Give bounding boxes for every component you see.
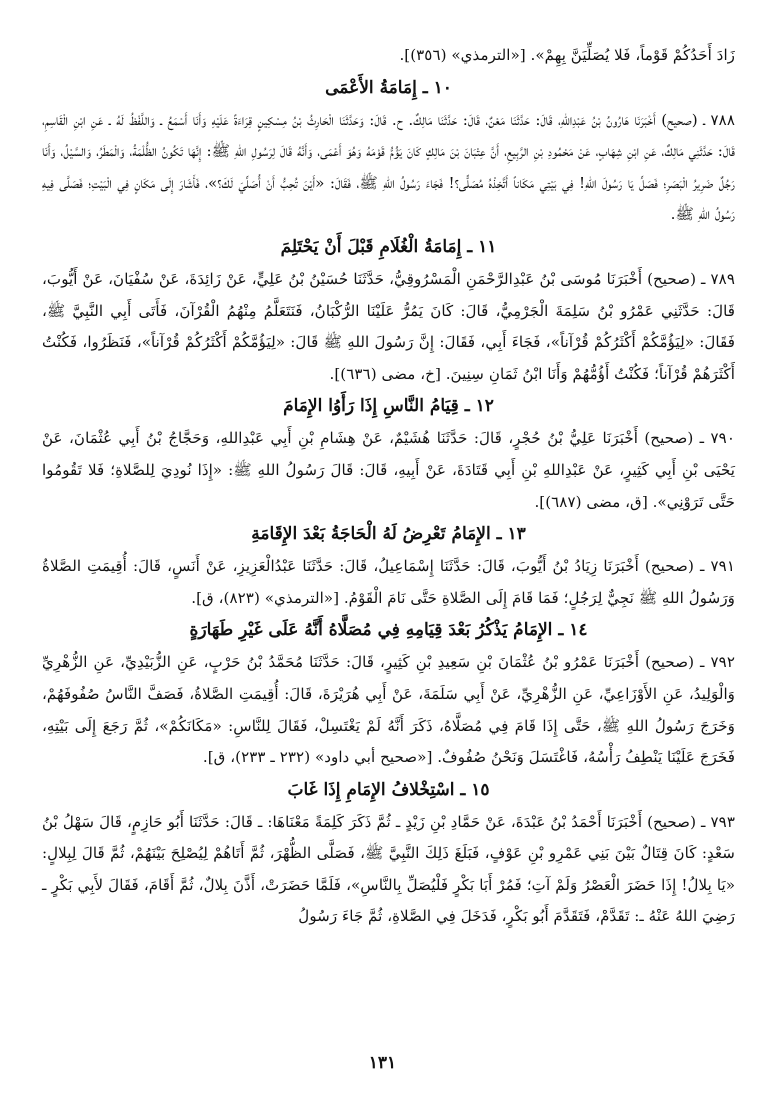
hadith-792: ٧٩٢ ـ (صحيح) أَخْبَرَنَا عَمْرُو بْنُ عُثْمَانَ بْنِ سَعِيدِ بْنِ كَثِيرٍ، قَالَ: حَدَّثَنَا مُحَمَّدُ بْنُ حَرْبٍ، عَنِ الزُّبَيْدِيِّ، عَنِ الزُّهْرِيِّ وَالْوَلِيدُ، عَنِ الأَوْزَاعِيِّ، عَنِ الزُّهْرِيِّ، عَنْ أَبِي سَلَمَةَ، عَنْ أَبِي هُرَيْرَةَ، قَالَ: أُقِيمَتِ الصَّلاةُ، فَصَفَّ النَّاسُ صُفُوفَهُمْ، وَخَرَجَ رَسُولُ اللهِ ﷺ، حَتَّى إِذَا قَامَ فِي مُصَلَّاهُ، ذَكَرَ أَنَّهُ لَمْ يَغْتَسِلْ، فَقَالَ لِلنَّاسِ: «مَكَانَكُمْ»، ثُمَّ رَجَعَ إِلَى بَيْتِهِ، فَخَرَجَ عَلَيْنَا يَنْطِفُ رَأْسُهُ، فَاغْتَسَلَ وَنَحْنُ صُفُوفٌ. [«صحيح أبي داود» (٢٣٢ ـ ٢٣٣)، ق]. <box>42 653 735 767</box>
section-heading-14: ١٤ ـ الإِمَامُ يَذْكُرُ بَعْدَ قِيَامِهِ فِي مُصَلَّاهُ أَنَّهُ عَلَى غَيْرِ طَهَارَةٍ <box>189 620 588 641</box>
section-heading-11: ١١ ـ إِمَامَةُ الْغُلَامِ قَبْلَ أَنْ يَحْتَلِمَ <box>280 236 497 257</box>
hadith-789: ٧٨٩ ـ (صحيح) أَخْبَرَنَا مُوسَى بْنُ عَبْدِالرَّحْمَنِ الْمَسْرُوقِيُّ، حَدَّثَنَا حُسَيْنُ بْنُ عَلِيٍّ، عَنْ زَائِدَةَ، عَنْ سُفْيَانَ، عَنْ أَيُّوبَ، قَالَ: حَدَّثَنِي عَمْرُو بْنُ سَلِمَةَ الْجَرْمِيُّ، قَالَ: كَانَ يَمُرُّ عَلَيْنَا الرُّكْبَانُ، فَنَتَعَلَّمُ مِنْهُمُ الْقُرْآنَ، فَأَتَى أَبِي النَّبِيَّ ﷺ، فَقَالَ: «لِيَؤُمَّكُمْ أَكْثَرُكُمْ قُرْآناً»، فَجَاءَ أَبِي، فَقَالَ: إِنَّ رَسُولَ اللهِ ﷺ قَالَ: «لِيَؤُمَّكُمْ أَكْثَرُكُمْ قُرْآناً»، فَنَظَرُوا، فَكُنْتُ أَكْثَرَهُمْ قُرْآناً؛ فَكُنْتُ أَؤُمُّهُمْ وَأَنَا ابْنُ ثَمَانِ سِنِينَ. [خ، مضى (٦٣٦)]. <box>42 269 735 383</box>
section-heading-15: ١٥ ـ اسْتِخْلافُ الإِمَامِ إِذَا غَابَ <box>287 779 490 800</box>
intro-line: زَادَ أَحَدُكُمْ قَوْماً، فَلا يُصَلِّيَنَّ بِهِمْ». [«الترمذي» (٣٥٦)]. <box>399 46 735 64</box>
document-page <box>42 40 735 1079</box>
section-heading-10: ١٠ ـ إِمَامَةُ الأَعْمَى <box>325 77 452 98</box>
section-heading-12: ١٢ ـ قِيَامُ النَّاسِ إِذَا رَأَوُا الإِمَامَ <box>283 396 494 417</box>
page-number: ١٣١ <box>368 1053 397 1073</box>
hadith-791: ٧٩١ ـ (صحيح) أَخْبَرَنَا زِيَادُ بْنُ أَيُّوبَ، قَالَ: حَدَّثَنَا إِسْمَاعِيلُ، قَالَ: حَدَّثَنَا عَبْدُالْعَزِيزِ، عَنْ أَنَسٍ، قَالَ: أُقِيمَتِ الصَّلاةُ وَرَسُولُ اللهِ ﷺ نَجِيٌّ لِرَجُلٍ؛ فَمَا قَامَ إِلَى الصَّلاةِ حَتَّى نَامَ الْقَوْمُ. [«الترمذي» (٨٢٣)، ق]. <box>42 557 735 607</box>
hadith-788: ٧٨٨ ـ (صحيح) أَخْبَرَنَا هَارُونُ بْنُ عَبْدِاللهِ، قَالَ: حَدَّثَنَا مَعْنٌ، قَالَ: حَدَّثَنَا مَالِكٌ. ح. قَالَ: وَحَدَّثَنَا الْحَارِثُ بْنُ مِسْكِينٍ قِرَاءَةً عَلَيْهِ وَأَنَا أَسْمَعُ ـ وَاللَّفْظُ لَهُ ـ عَنِ ابْنِ الْقَاسِمِ، قَالَ: حَدَّثَنِي مَالِكٌ، عَنِ ابْنِ شِهَابٍ، عَنْ مَحْمُودِ بْنِ الرَّبِيعِ، أَنَّ عِتْبَانَ بْنَ مَالِكٍ كَانَ يَؤُمُّ قَوْمَهُ وَهُوَ أَعْمَى، وَأَنَّهُ قَالَ لِرَسُولِ اللهِ ﷺ: إِنَّهَا تَكُونُ الظُّلْمَةُ، وَالْمَطَرُ، وَالسَّيْلُ، وَأَنَا رَجُلٌ ضَرِيرُ الْبَصَرِ؛ فَصَلِّ يَا رَسُولَ اللهِ! فِي بَيْتِي مَكَاناً أَتَّخِذْهُ مُصَلًّى؟! فَجَاءَ رَسُولُ اللهِ ﷺ، فَقَالَ: «أَيْنَ تُحِبُّ أَنْ أُصَلِّيَ لَكَ؟»، فَأَشَارَ إِلَى مَكَانٍ فِي الْبَيْتِ؛ فَصَلَّى فِيهِ رَسُولُ اللهِ ﷺ. <box>42 110 735 224</box>
hadith-790: ٧٩٠ ـ (صحيح) أَخْبَرَنَا عَلِيُّ بْنُ حُجْرٍ، قَالَ: حَدَّثَنَا هُشَيْمٌ، عَنْ هِشَامِ بْنِ أَبِي عَبْدِاللهِ، وَحَجَّاجُ بْنُ أَبِي عُثْمَانَ، عَنْ يَحْيَى بْنِ أَبِي كَثِيرٍ، عَنْ عَبْدِاللهِ بْنِ أَبِي قَتَادَةَ، عَنْ أَبِيهِ، قَالَ: قَالَ رَسُولُ اللهِ ﷺ: «إِذَا نُودِيَ لِلصَّلاةِ؛ فَلا تَقُومُوا حَتَّى تَرَوْنِي». [ق، مضى (٦٨٧)]. <box>42 429 735 511</box>
section-heading-13: ١٣ ـ الإِمَامُ تَعْرِضُ لَهُ الْحَاجَةُ بَعْدَ الإِقَامَةِ <box>251 524 526 545</box>
hadith-793: ٧٩٣ ـ (صحيح) أَخْبَرَنَا أَحْمَدُ بْنُ عَبْدَةَ، عَنْ حَمَّادِ بْنِ زَيْدٍ ـ ثُمَّ ذَكَرَ كَلِمَةً مَعْنَاهَا: ـ قَالَ: حَدَّثَنَا أَبُو حَازِمٍ، قَالَ سَهْلُ بْنُ سَعْدٍ: كَانَ قِتَالٌ بَيْنَ بَنِي عَمْرِو بْنِ عَوْفٍ، فَبَلَغَ ذَلِكَ النَّبِيَّ ﷺ، فَصَلَّى الظُّهْرَ، ثُمَّ أَتَاهُمْ لِيُصْلِحَ بَيْنَهُمْ، ثُمَّ قَالَ لِبِلالٍ: «يَا بِلالُ! إِذَا حَضَرَ الْعَصْرُ وَلَمْ آتِ؛ فَمُرْ أَبَا بَكْرٍ فَلْيُصَلِّ بِالنَّاسِ»، فَلَمَّا حَضَرَتْ، أَذَّنَ بِلالٌ، ثُمَّ أَقَامَ، فَقَالَ لأَبِي بَكْرٍ ـ رَضِيَ اللهُ عَنْهُ ـ: تَقَدَّمْ، فَتَقَدَّمَ أَبُو بَكْرٍ، فَدَخَلَ فِي الصَّلاةِ، ثُمَّ جَاءَ رَسُولُ <box>42 812 735 926</box>
